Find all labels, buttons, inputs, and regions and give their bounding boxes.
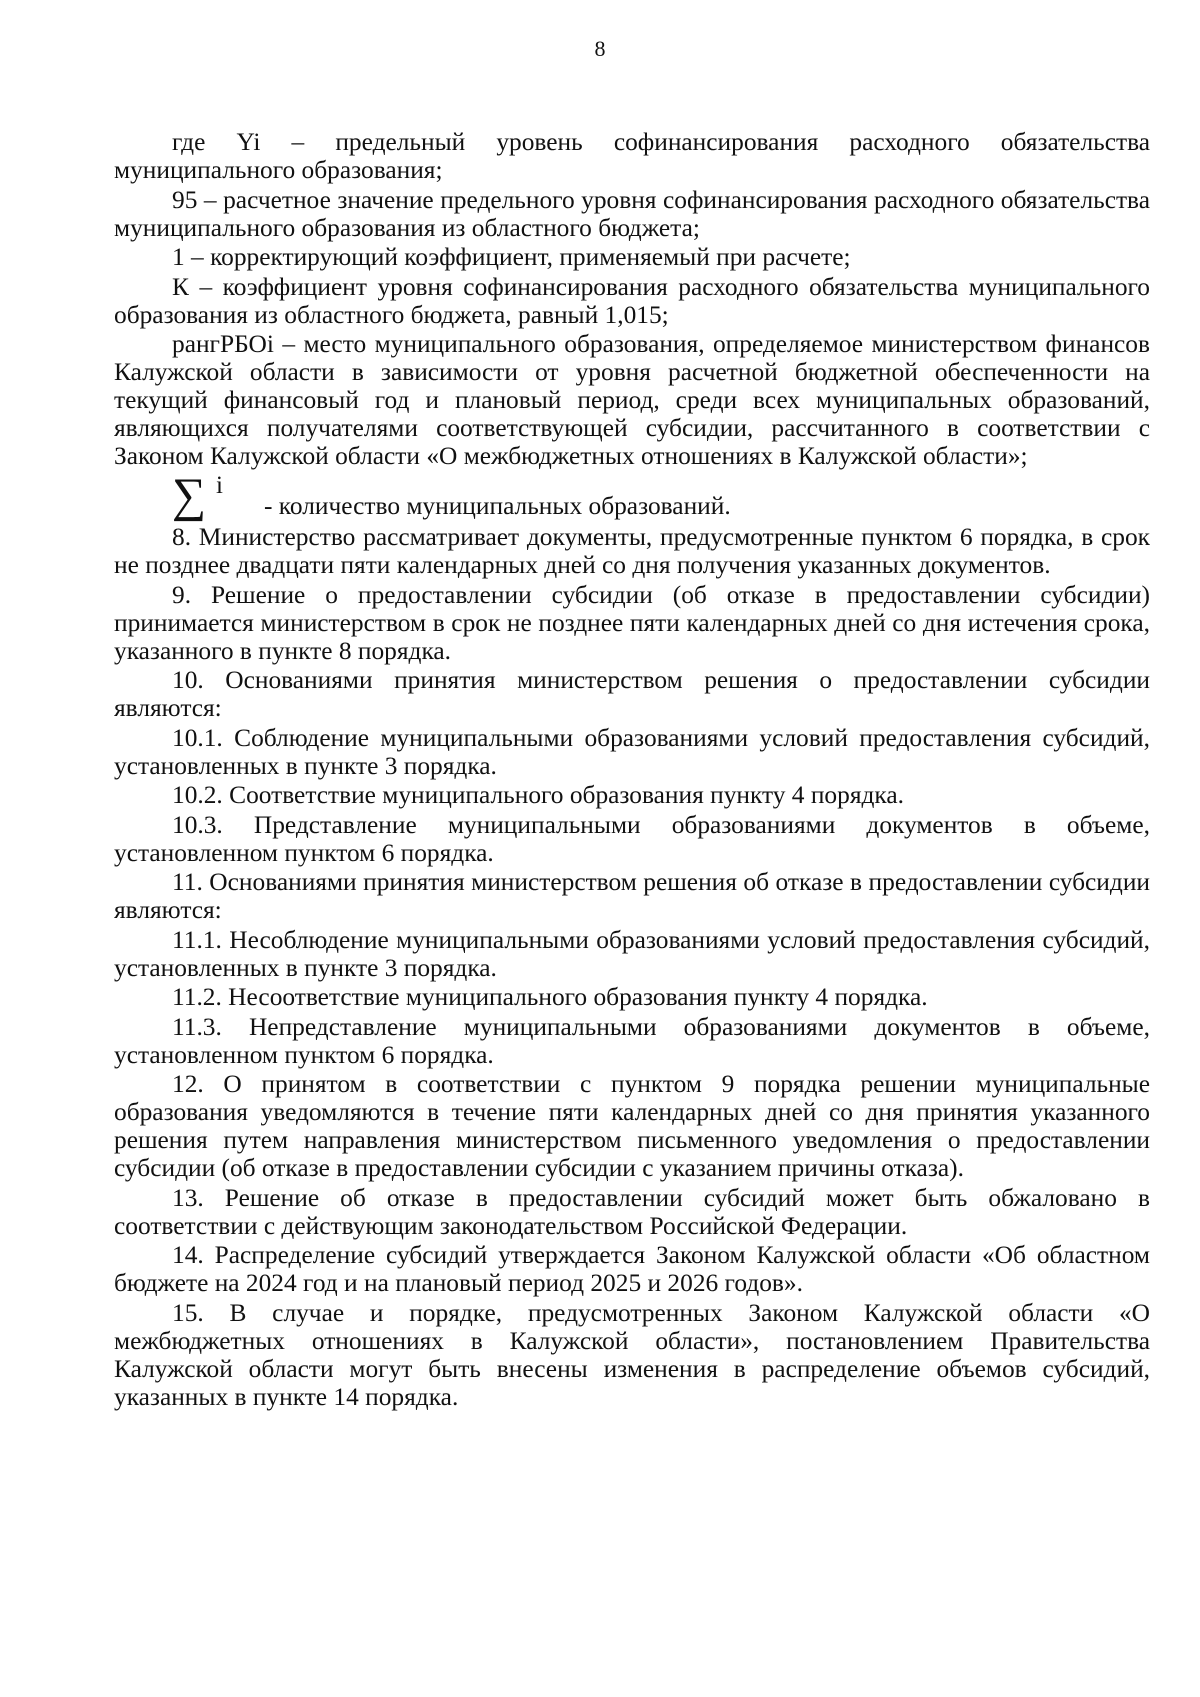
paragraph-rank-definition: рангРБОi – место муниципального образования, определяемое министерством финансов Калужской области в зависимости от уровня расчетной бюджетной обеспеченности на текущий финансовый год и плановый период, среди всех муниципальных образований, являющихся получателями соответствующей субсидии, рассчитанного в соответствии с Законом Калужской области «О межбюджетных отношениях в Калужской области»; xyxy=(114,330,1150,470)
clause-11-3: 11.3. Непредставление муниципальными образованиями документов в объеме, установленном пунктом 6 порядка. xyxy=(114,1012,1150,1069)
sigma-index: i xyxy=(216,472,223,499)
clause-13: 13. Решение об отказе в предоставлении субсидий может быть обжаловано в соответствии с действующим законодательством Российской Федерации. xyxy=(114,1183,1150,1240)
clause-10-3: 10.3. Представление муниципальными образованиями документов в объеме, установленном пунктом 6 порядка. xyxy=(114,810,1150,867)
sigma-symbol: ∑ xyxy=(172,469,207,522)
clause-15: 15. В случае и порядке, предусмотренных Законом Калужской области «О межбюджетных отношениях в Калужской области», постановлением Правительства Калужской области могут быть внесены изменения в распределение объемов субсидий, указанных в пункте 14 порядка. xyxy=(114,1298,1150,1411)
page-number: 8 xyxy=(594,36,606,61)
document-body xyxy=(114,128,1150,1412)
clause-10-2: 10.2. Соответствие муниципального образования пункту 4 порядка. xyxy=(172,781,904,809)
sum-description: - количество муниципальных образований. xyxy=(264,492,731,520)
clause-11-1: 11.1. Несоблюдение муниципальными образованиями условий предоставления субсидий, установленных в пункте 3 порядка. xyxy=(114,925,1150,982)
sum-definition xyxy=(114,469,1150,522)
clause-11-2: 11.2. Несоответствие муниципального образования пункту 4 порядка. xyxy=(172,983,928,1011)
paragraph-95-definition: 95 – расчетное значение предельного уровня софинансирования расходного обязательства муниципального образования из областного бюджета; xyxy=(114,185,1150,242)
sum-formula xyxy=(172,469,264,522)
paragraph-k-definition: К – коэффициент уровня софинансирования расходного обязательства муниципального образования из областного бюджета, равный 1,015; xyxy=(114,272,1150,329)
clause-11: 11. Основаниями принятия министерством решения об отказе в предоставлении субсидии являются: xyxy=(114,868,1150,924)
clause-9: 9. Решение о предоставлении субсидии (об отказе в предоставлении субсидии) принимается министерством в срок не позднее пяти календарных дней со дня истечения срока, указанного в пункте 8 порядка. xyxy=(114,580,1150,665)
clause-14: 14. Распределение субсидий утверждается Законом Калужской области «Об областном бюджете на 2024 год и на плановый период 2025 и 2026 годов». xyxy=(114,1241,1150,1297)
clause-10-1: 10.1. Соблюдение муниципальными образованиями условий предоставления субсидий, установленных в пункте 3 порядка. xyxy=(114,723,1150,780)
clause-8: 8. Министерство рассматривает документы, предусмотренные пунктом 6 порядка, в срок не позднее двадцати пяти календарных дней со дня получения указанных документов. xyxy=(114,523,1150,579)
paragraph-yi-definition: где Yi – предельный уровень софинансирования расходного обязательства муниципального образования; xyxy=(114,128,1150,184)
paragraph-coefficient-1: 1 – корректирующий коэффициент, применяемый при расчете; xyxy=(172,243,851,271)
clause-12: 12. О принятом в соответствии с пунктом 9 порядка решении муниципальные образования уведомляются в течение пяти календарных дней со дня принятия указанного решения путем направления министерством письменного уведомления о предоставлении субсидии (об отказе в предоставлении субсидии с указанием причины отказа). xyxy=(114,1070,1150,1182)
clause-10: 10. Основаниями принятия министерством решения о предоставлении субсидии являются: xyxy=(114,666,1150,722)
